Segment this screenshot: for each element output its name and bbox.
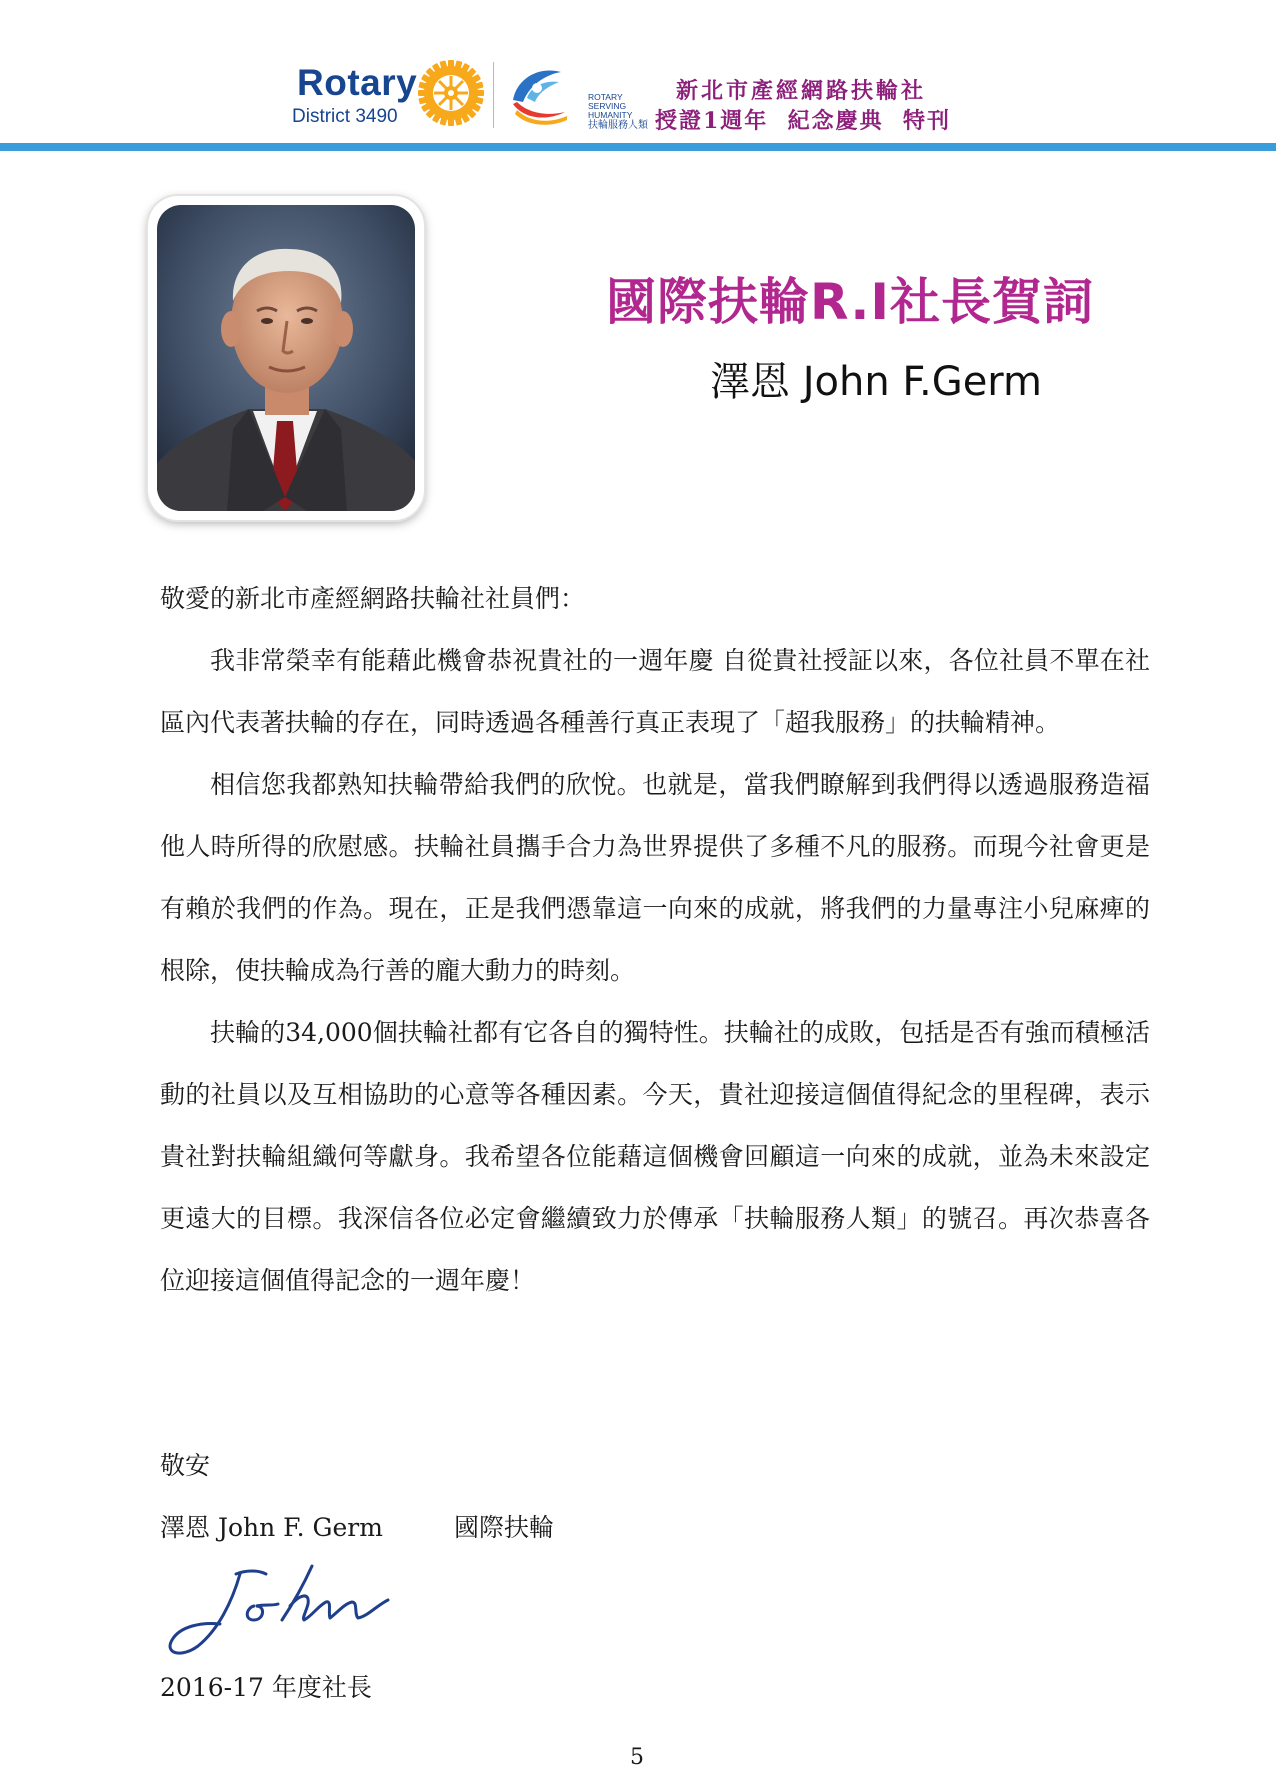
page-number: 5	[630, 1745, 644, 1770]
letter-author: 澤恩 John F.Germ	[710, 359, 1043, 405]
paragraph-2: 相信您我都熟知扶輪帶給我們的欣悅。也就是，當我們瞭解到我們得以透過服務造福他人時所得的欣慰感。扶輪社員攜手合力為世界提供了多種不凡的服務。而現今社會更是有賴於我們的作為。現在，正是我們憑靠這一向來的成就，將我們的力量專注小兒麻痺的根除，使扶輪成為行善的龐大動力的時刻。	[160, 770, 1150, 985]
handwritten-signature	[162, 1560, 402, 1660]
serving-humanity-label: ROTARY SERVING HUMANITY 扶輪服務人類	[588, 92, 648, 131]
signer-organization: 國際扶輪	[454, 1513, 555, 1542]
rotary-wheel-icon	[418, 60, 484, 126]
signer-name: 澤恩 John F. Germ	[160, 1513, 383, 1542]
paragraph-1: 我非常榮幸有能藉此機會恭祝貴社的一週年慶 自從貴社授証以來，各位社員不單在社區內代表著扶輪的存在，同時透過各種善行真正表現了「超我服務」的扶輪精神。	[160, 646, 1150, 737]
anniversary-issue-label: 授證1週年 紀念慶典 特刊	[655, 108, 951, 134]
portrait-frame	[148, 196, 424, 520]
page-header	[0, 0, 1276, 150]
serving-humanity-logo-icon	[509, 58, 569, 128]
salutation: 敬愛的新北市產經網路扶輪社社員們：	[160, 584, 586, 613]
letter-body	[160, 568, 1150, 1312]
header-divider	[493, 62, 494, 128]
paragraph-3: 扶輪的34,000個扶輪社都有它各自的獨特性。扶輪社的成敗，包括是否有強而積極活動的社員以及互相協助的心意等各種因素。今天，貴社迎接這個值得紀念的里程碑，表示貴社對扶輪組織何等獻身。我希望各位能藉這個機會回顧這一向來的成就，並為未來設定更遠大的目標。我深信各位必定會繼續致力於傳承「扶輪服務人類」的號召。再次恭喜各位迎接這個值得記念的一週年慶！	[160, 1018, 1150, 1295]
club-name: 新北市產經網路扶輪社	[676, 78, 927, 104]
letter-heading: 國際扶輪R.I社長賀詞	[606, 273, 1095, 331]
president-portrait	[157, 205, 415, 511]
president-term: 2016-17 年度社長	[160, 1673, 372, 1702]
header-rule	[0, 143, 1276, 151]
closing: 敬安	[160, 1451, 211, 1480]
district-label: District 3490	[292, 106, 398, 127]
rotary-wordmark: Rotary	[297, 62, 418, 103]
